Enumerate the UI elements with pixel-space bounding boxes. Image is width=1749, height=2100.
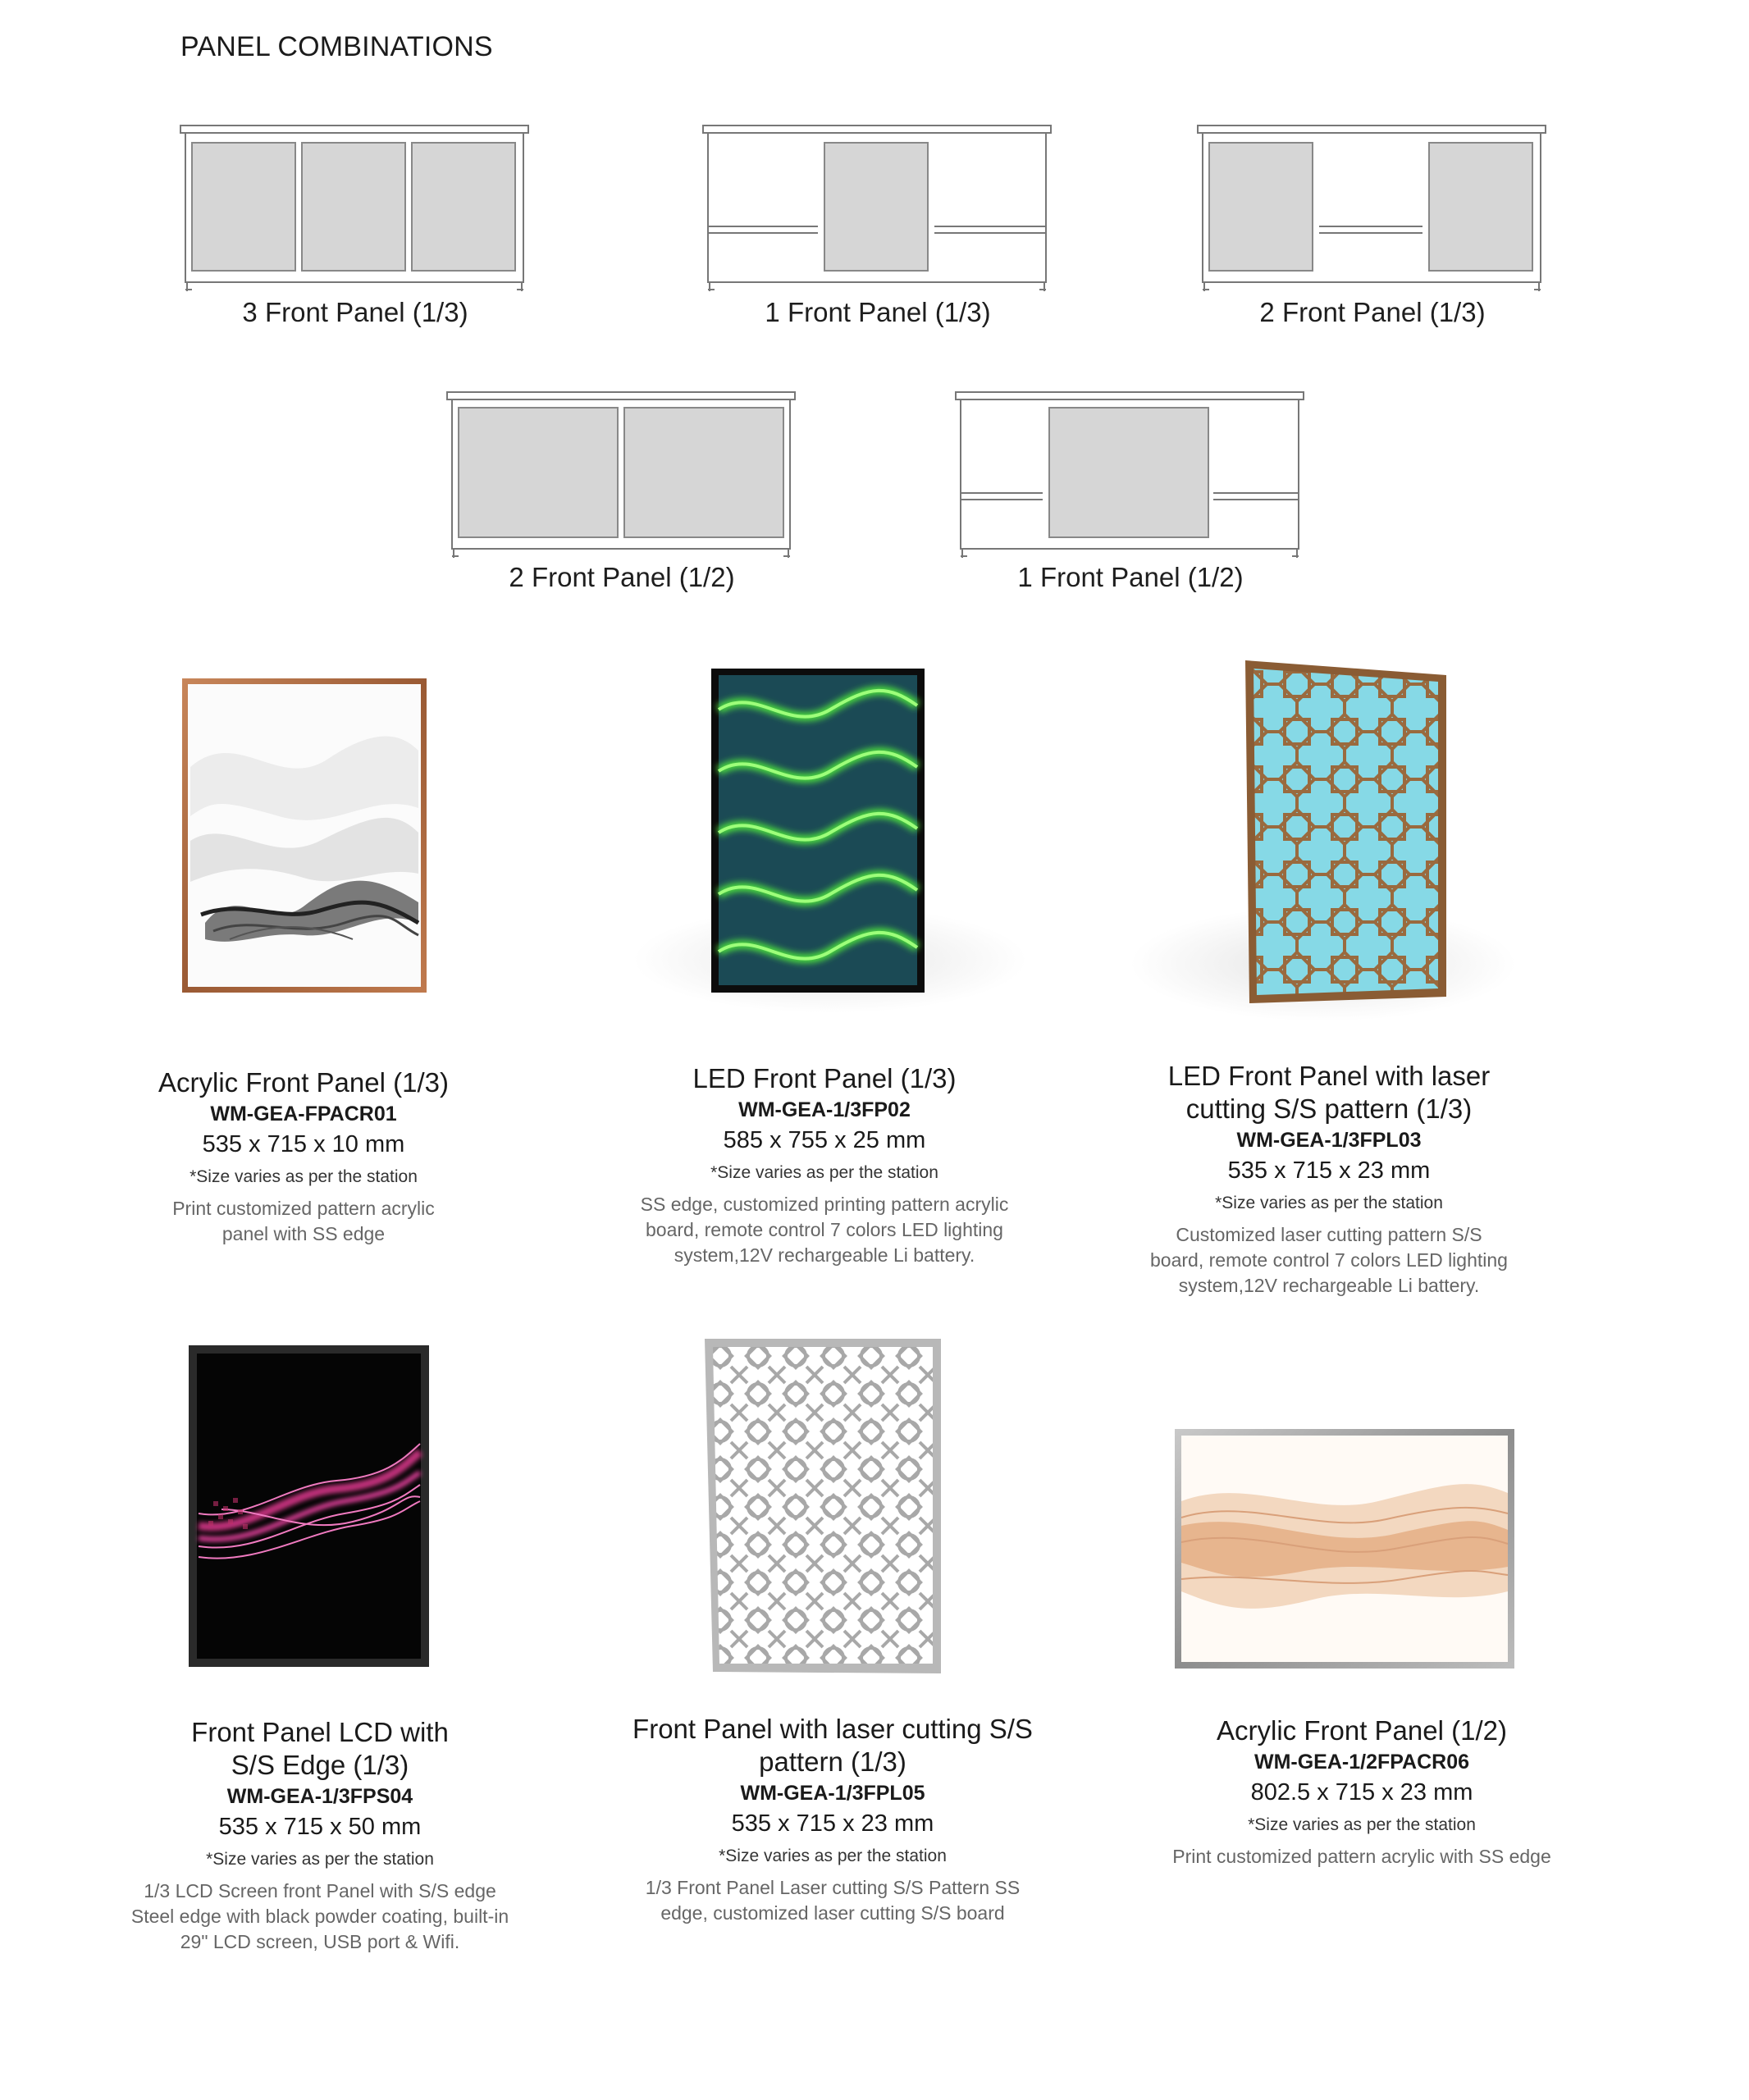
product-description: 1/3 LCD Screen front Panel with S/S edge Steel edge with black powder coating, built-in 29" LCD screen, USB port & Wifi. [130,1880,509,1952]
product-card-laser-cut-panel [607,1713,1058,1926]
product-card-acrylic-half-panel [1132,1714,1591,1869]
product-title: Front Panel with laser cutting S/S pattern (1/3) [632,1714,1033,1777]
size-note: *Size varies as per the station [1215,1194,1443,1212]
product-dimensions: 535 x 715 x 23 mm [1227,1157,1431,1184]
acrylic-half-panel-image [1173,1427,1518,1673]
led-laser-panel-image [1130,660,1516,1021]
cabinet-diagram [701,123,1054,295]
product-code: WM-GEA-1/2FPACR06 [1254,1751,1470,1774]
product-description: 1/3 Front Panel Laser cutting S/S Pattern SS edge, customized laser cutting S/S board [645,1877,1021,1924]
section-title: PANEL COMBINATIONS [180,31,493,62]
product-title: Acrylic Front Panel (1/3) [158,1067,449,1098]
product-title: Acrylic Front Panel (1/2) [1217,1715,1507,1746]
combo-2-front-panel-half [445,390,798,592]
product-card-acrylic-front-panel [98,1066,509,1247]
combo-label: 2 Front Panel (1/3) [1259,297,1486,327]
product-title: Front Panel LCD with S/S Edge (1/3) [191,1717,449,1780]
combo-1-front-panel-third [701,123,1054,327]
product-title: LED Front Panel (1/3) [692,1063,957,1093]
cabinet-diagram [954,390,1307,562]
cabinet-diagram [1196,123,1549,295]
product-code: WM-GEA-FPACR01 [210,1102,397,1125]
product-description: SS edge, customized printing pattern acrylic board, remote control 7 colors LED lighting system,12V rechargeable Li battery. [640,1194,1009,1266]
size-note: *Size varies as per the station [190,1167,418,1186]
product-code: WM-GEA-1/3FPL05 [740,1782,925,1805]
product-dimensions: 585 x 755 x 25 mm [723,1127,926,1153]
acrylic-panel-image [180,677,431,997]
combo-label: 1 Front Panel (1/2) [1017,562,1244,592]
product-card-lcd-panel [107,1716,533,1955]
product-code: WM-GEA-1/3FPS04 [226,1785,413,1808]
product-dimensions: 802.5 x 715 x 23 mm [1250,1779,1473,1806]
cabinet-diagram [179,123,532,295]
product-description: Customized laser cutting pattern S/S board, remote control 7 colors LED lighting system,12V rechargeable Li battery. [1150,1224,1508,1296]
combo-3-front-panel-third [179,123,532,327]
product-description: Print customized pattern acrylic with SS edge [1172,1846,1551,1867]
product-dimensions: 535 x 715 x 10 mm [202,1131,405,1157]
product-dimensions: 535 x 715 x 23 mm [731,1810,934,1837]
size-note: *Size varies as per the station [1248,1815,1476,1834]
size-note: *Size varies as per the station [719,1847,947,1865]
combo-label: 1 Front Panel (1/3) [765,297,991,327]
product-dimensions: 535 x 715 x 50 mm [218,1814,422,1840]
combo-1-front-panel-half [954,390,1307,592]
product-code: WM-GEA-1/3FPL03 [1236,1129,1422,1152]
product-description: Print customized pattern acrylic panel with SS edge [172,1198,435,1244]
led-panel-image [633,660,1027,1013]
laser-cut-panel-image [701,1337,948,1678]
combo-2-front-panel-third [1196,123,1549,327]
cabinet-diagram [445,390,798,562]
product-card-led-front-panel [607,1062,1042,1268]
product-title: LED Front Panel with laser cutting S/S pattern (1/3) [1167,1061,1491,1124]
product-code: WM-GEA-1/3FP02 [738,1098,911,1121]
size-note: *Size varies as per the station [206,1850,434,1869]
combo-label: 2 Front Panel (1/2) [509,562,735,592]
size-note: *Size varies as per the station [710,1163,938,1182]
combo-label: 3 Front Panel (1/3) [242,297,468,327]
product-card-led-laser-panel [1116,1060,1542,1299]
lcd-panel-image [189,1345,431,1669]
